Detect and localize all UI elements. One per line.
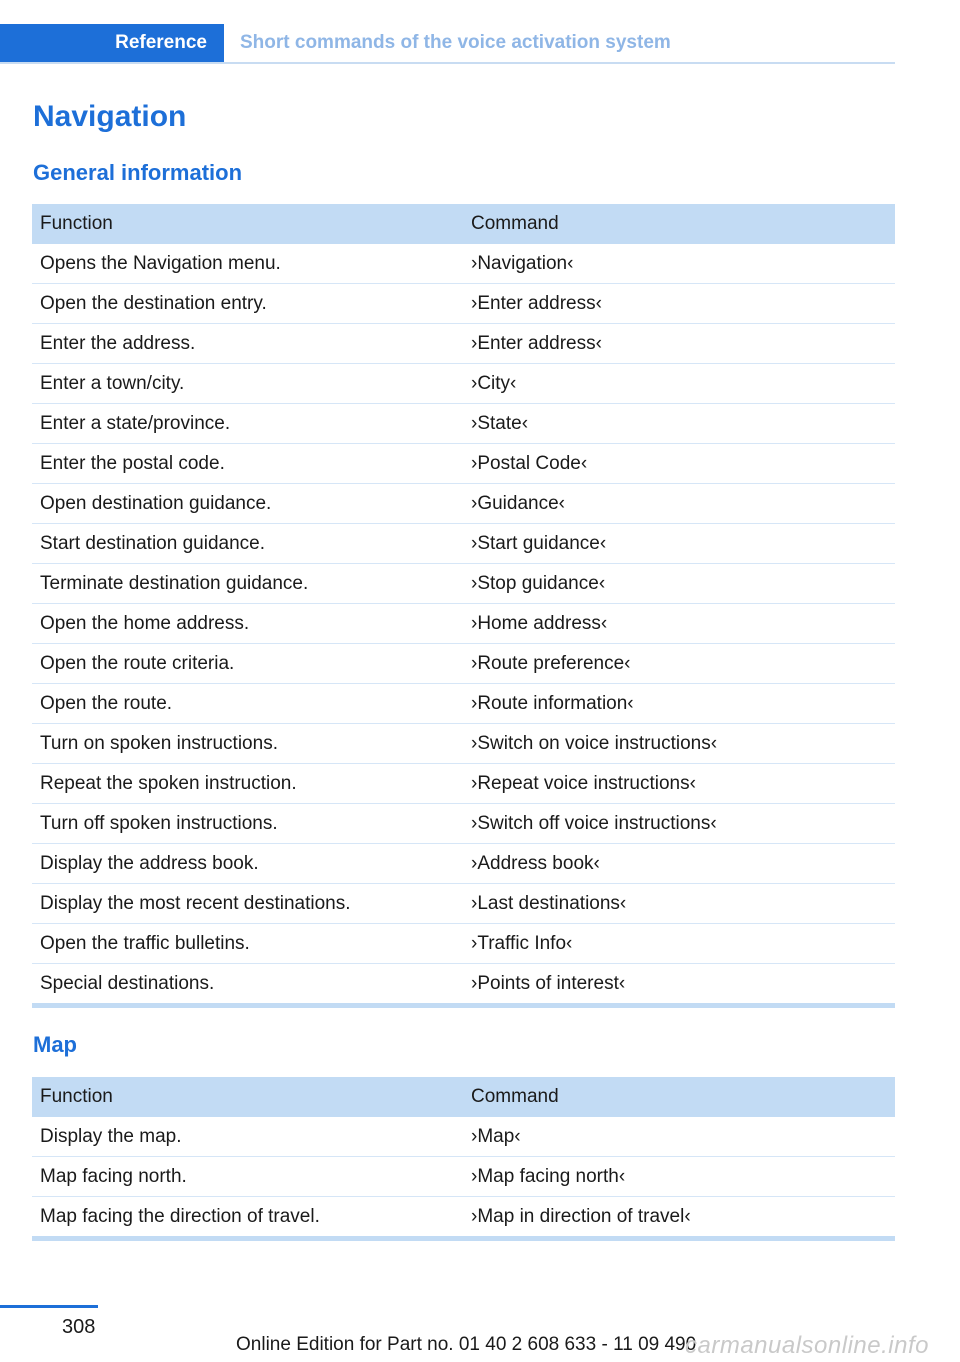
table-row xyxy=(32,924,895,964)
column-header-command: Command xyxy=(463,204,895,244)
table-header-row xyxy=(32,1077,895,1117)
function-cell: Enter a state/province. xyxy=(32,404,463,444)
table-row xyxy=(32,484,895,524)
function-cell: Turn off spoken instructions. xyxy=(32,804,463,844)
column-header-function: Function xyxy=(32,204,463,244)
edition-note: Online Edition for Part no. 01 40 2 608 633 - 11 09 490 xyxy=(236,1334,697,1355)
table-row xyxy=(32,644,895,684)
command-cell: ›Last destinations‹ xyxy=(463,884,895,924)
function-cell: Open destination guidance. xyxy=(32,484,463,524)
function-cell: Open the destination entry. xyxy=(32,284,463,324)
function-cell: Enter the address. xyxy=(32,324,463,364)
command-cell: ›Start guidance‹ xyxy=(463,524,895,564)
function-cell: Open the route. xyxy=(32,684,463,724)
column-header-function: Function xyxy=(32,1077,463,1117)
command-cell: ›Map facing north‹ xyxy=(463,1157,895,1197)
table-row xyxy=(32,804,895,844)
running-header xyxy=(0,24,895,64)
command-cell: ›Stop guidance‹ xyxy=(463,564,895,604)
command-cell: ›Guidance‹ xyxy=(463,484,895,524)
command-cell: ›State‹ xyxy=(463,404,895,444)
table-row xyxy=(32,444,895,484)
command-cell: ›Enter address‹ xyxy=(463,324,895,364)
table-row xyxy=(32,324,895,364)
commands-table-map xyxy=(32,1077,895,1241)
command-cell: ›Switch on voice instructions‹ xyxy=(463,724,895,764)
function-cell: Start destination guidance. xyxy=(32,524,463,564)
section-title-map: Map xyxy=(33,1032,77,1057)
function-cell: Terminate destination guidance. xyxy=(32,564,463,604)
section-header-title: Short commands of the voice activation system xyxy=(240,32,671,53)
command-cell: ›Traffic Info‹ xyxy=(463,924,895,964)
command-cell: ›Navigation‹ xyxy=(463,244,895,284)
function-cell: Repeat the spoken instruction. xyxy=(32,764,463,804)
column-header-command: Command xyxy=(463,1077,895,1117)
command-cell: ›Map in direction of travel‹ xyxy=(463,1197,895,1239)
page-number: 308 xyxy=(62,1316,96,1338)
table-row xyxy=(32,364,895,404)
command-cell: ›Route information‹ xyxy=(463,684,895,724)
function-cell: Display the address book. xyxy=(32,844,463,884)
function-cell: Enter a town/city. xyxy=(32,364,463,404)
table-row xyxy=(32,684,895,724)
command-cell: ›Home address‹ xyxy=(463,604,895,644)
commands-table-general xyxy=(32,204,895,1008)
watermark: carmanualsonline.info xyxy=(685,1332,929,1359)
command-cell: ›Switch off voice instructions‹ xyxy=(463,804,895,844)
table-row xyxy=(32,764,895,804)
function-cell: Opens the Navigation menu. xyxy=(32,244,463,284)
function-cell: Turn on spoken instructions. xyxy=(32,724,463,764)
command-cell: ›Address book‹ xyxy=(463,844,895,884)
table-row xyxy=(32,724,895,764)
function-cell: Display the map. xyxy=(32,1117,463,1157)
table-row xyxy=(32,404,895,444)
table-row xyxy=(32,884,895,924)
table-row xyxy=(32,1157,895,1197)
function-cell: Special destinations. xyxy=(32,964,463,1006)
command-cell: ›Route preference‹ xyxy=(463,644,895,684)
command-cell: ›Enter address‹ xyxy=(463,284,895,324)
function-cell: Enter the postal code. xyxy=(32,444,463,484)
table-row xyxy=(32,844,895,884)
chapter-tab: Reference xyxy=(0,24,224,62)
footer-rule xyxy=(0,1305,98,1308)
table-row xyxy=(32,1197,895,1239)
function-cell: Display the most recent destinations. xyxy=(32,884,463,924)
table-row xyxy=(32,244,895,284)
function-cell: Open the route criteria. xyxy=(32,644,463,684)
command-cell: ›Repeat voice instructions‹ xyxy=(463,764,895,804)
command-cell: ›Map‹ xyxy=(463,1117,895,1157)
section-title-general: General information xyxy=(33,160,243,185)
table-row xyxy=(32,564,895,604)
command-cell: ›Postal Code‹ xyxy=(463,444,895,484)
table-header-row xyxy=(32,204,895,244)
function-cell: Map facing north. xyxy=(32,1157,463,1197)
page-title: Navigation xyxy=(33,100,187,133)
table-row xyxy=(32,284,895,324)
command-cell: ›Points of interest‹ xyxy=(463,964,895,1006)
function-cell: Map facing the direction of travel. xyxy=(32,1197,463,1239)
function-cell: Open the traffic bulletins. xyxy=(32,924,463,964)
table-row xyxy=(32,964,895,1006)
function-cell: Open the home address. xyxy=(32,604,463,644)
table-row xyxy=(32,604,895,644)
command-cell: ›City‹ xyxy=(463,364,895,404)
table-row xyxy=(32,524,895,564)
table-row xyxy=(32,1117,895,1157)
